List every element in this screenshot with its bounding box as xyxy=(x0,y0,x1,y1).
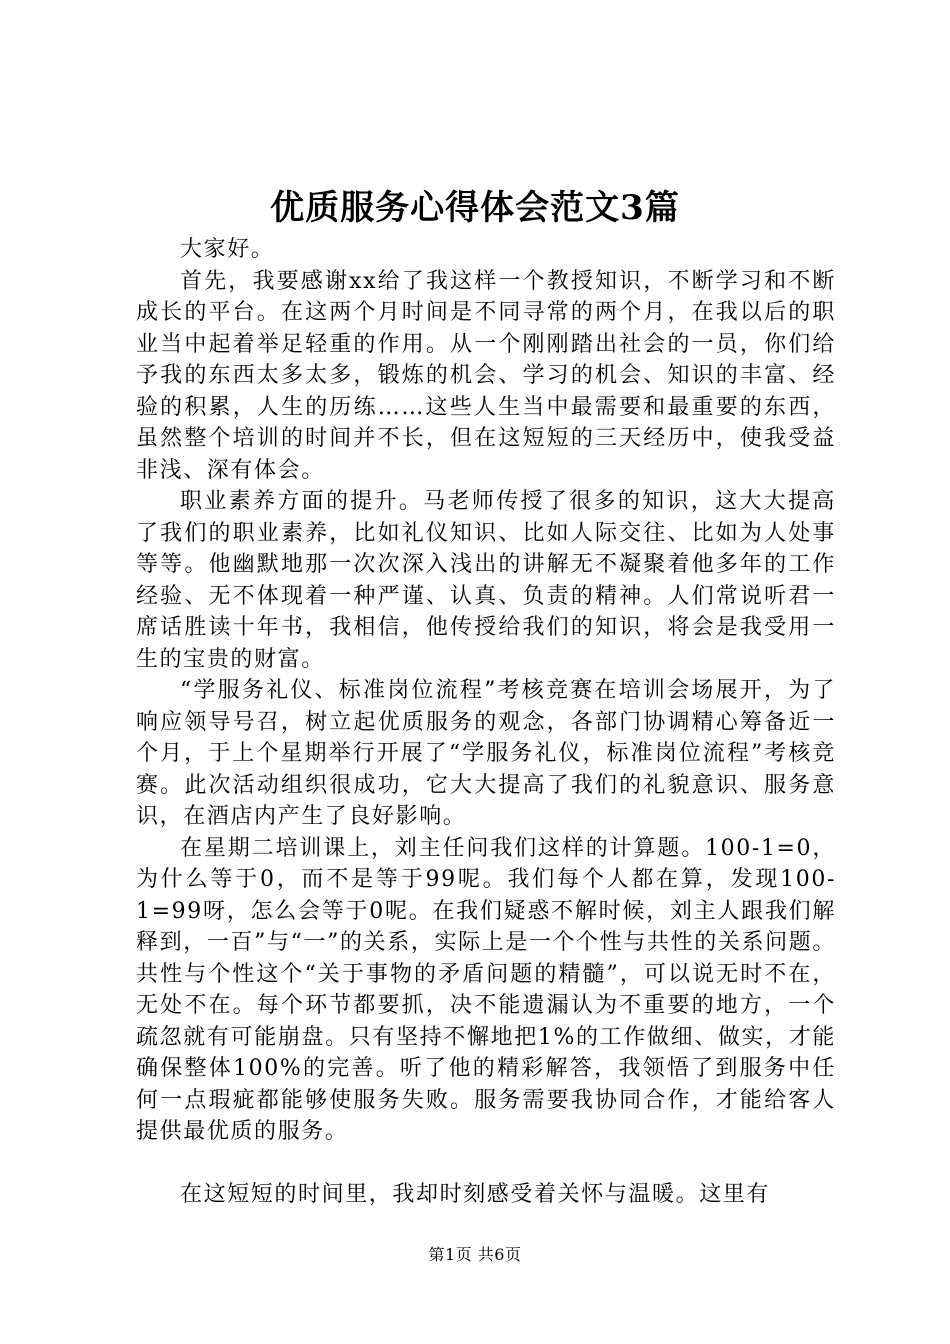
paragraph-greeting: 大家好。 xyxy=(180,237,275,262)
document-title: 优质服务心得体会范文3篇 xyxy=(270,188,680,228)
page-footer: 第1页 共6页 xyxy=(428,1245,522,1264)
document-body xyxy=(136,234,836,1210)
paragraph-warmth: 在这短短的时间里，我却时刻感受着关怀与温暖。这里有 xyxy=(180,1181,771,1207)
paragraph-thanks: 首先，我要感谢xx给了我这样一个教授知识，不断学习和不断成长的平台。在这两个月时间是不同寻常的两个月，在我以后的职业当中起着举足轻重的作用。从一个刚刚踏出社会的一员，你们给予我的东西太多太多，锻炼的机会、学习的机会、知识的丰富、经验的积累，人生的历练……这些人生当中最需要和最重要的东西，虽然整个培训的时间并不长，但在这短短的三天经历中，使我受益非浅、深有体会。 xyxy=(136,268,836,483)
paragraph-calculation: 在星期二培训课上，刘主任问我们这样的计算题。100-1=0，为什么等于0，而不是等于99呢。我们每个人都在算，发现100-1=99呀，怎么会等于0呢。在我们疑惑不解时候，刘主人跟我们解释到，一百”与“一”的关系，实际上是一个个性与共性的关系问题。共性与个性这个“关于事物的矛盾问题的精髓”，可以说无时不在，无处不在。每个环节都要抓，决不能遗漏认为不重要的地方，一个疏忽就有可能崩盘。只有坚持不懈地把1%的工作做细、做实，才能确保整体100%的完善。听了他的精彩解答，我领悟了到服务中任何一点瑕疵都能够使服务失败。服务需要我协同合作，才能给客人提供最优质的服务。 xyxy=(136,835,836,1144)
paragraph-professional-quality: 职业素养方面的提升。马老师传授了很多的知识，这大大提高了我们的职业素养，比如礼仪知识、比如人际交往、比如为人处事等等。他幽默地那一次次深入浅出的讲解无不凝聚着他多年的工作经验、无不体现着一种严谨、认真、负责的精神。人们常说听君一席话胜读十年书，我相信，他传授给我们的知识，将会是我受用一生的宝贵的财富。 xyxy=(136,489,836,672)
paragraph-competition: “学服务礼仪、标准岗位流程”考核竞赛在培训会场展开，为了响应领导号召，树立起优质服务的观念，各部门协调精心筹备近一个月，于上个星期举行开展了“学服务礼仪，标准岗位流程”考核竞赛。此次活动组织很成功，它大大提高了我们的礼貌意识、服务意识，在酒店内产生了良好影响。 xyxy=(136,678,836,829)
